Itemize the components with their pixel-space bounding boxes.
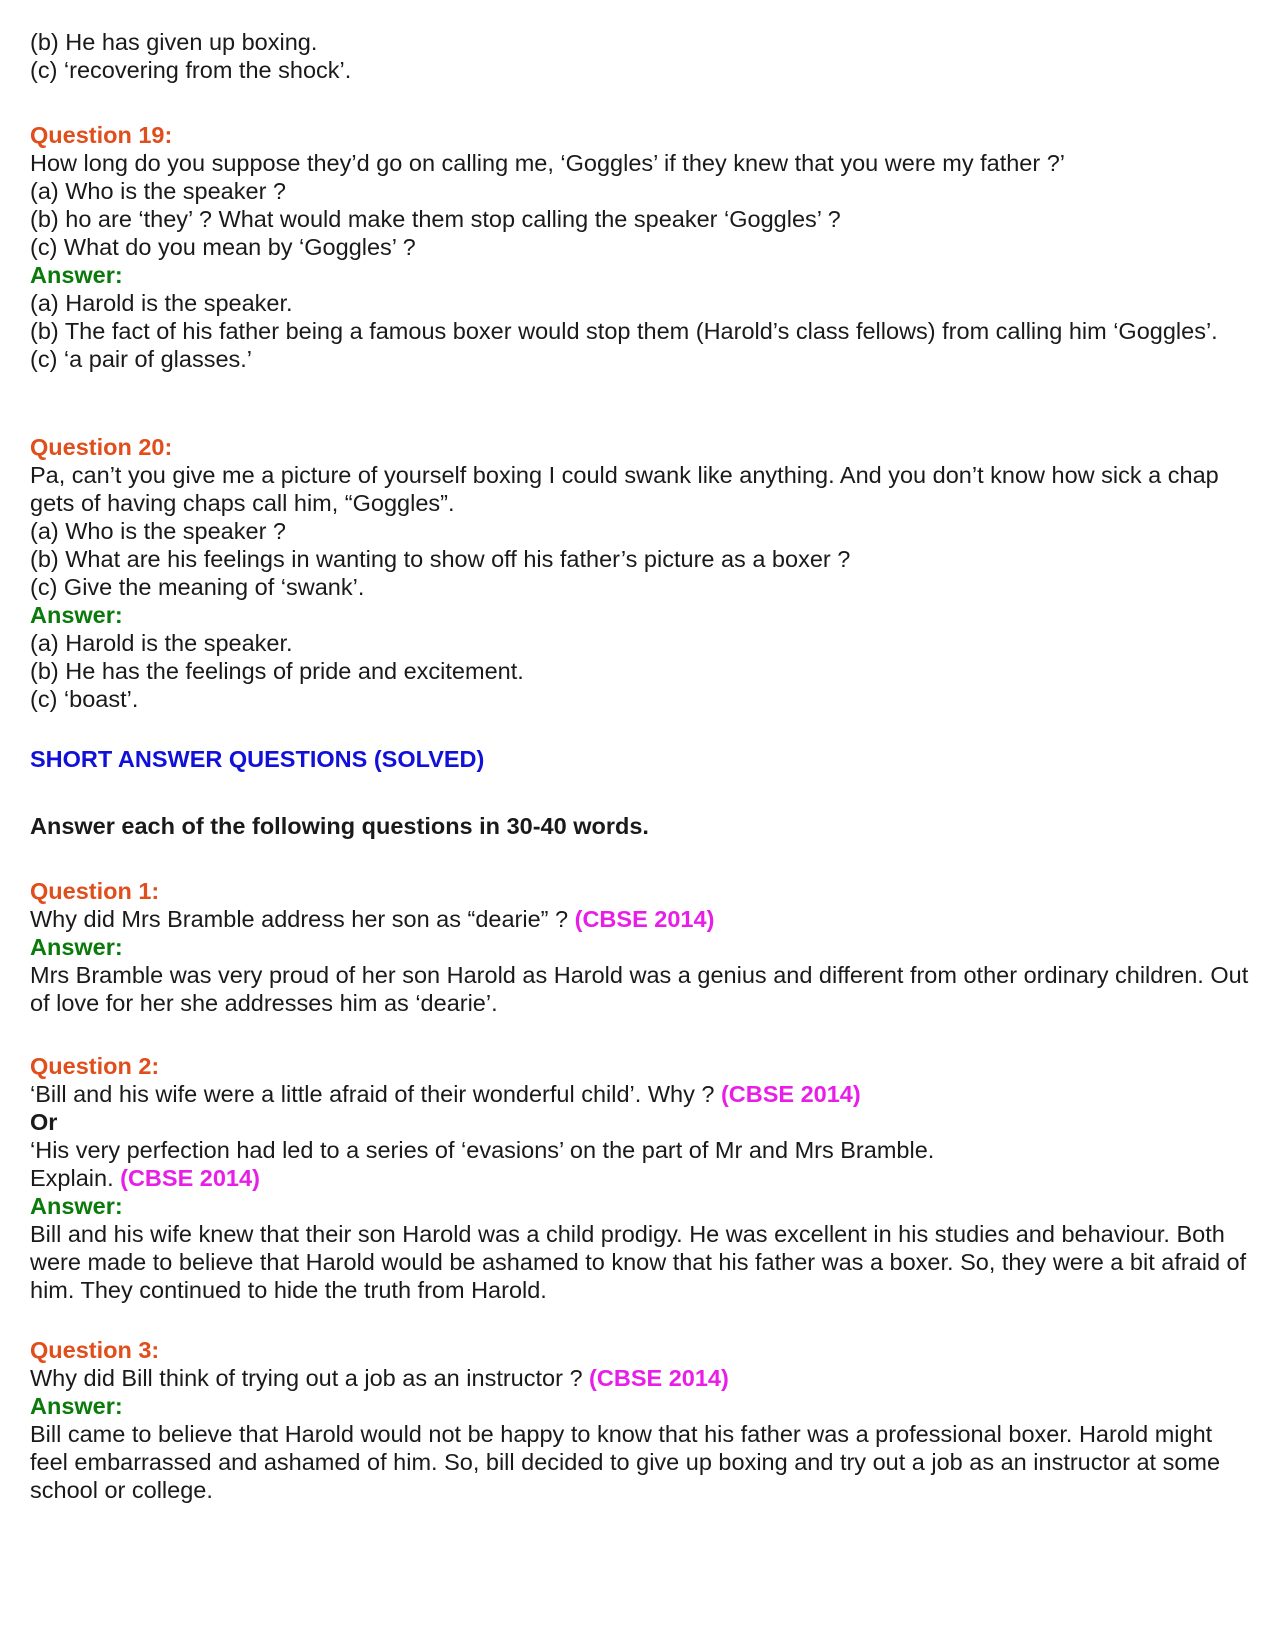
section-header <box>30 745 1250 773</box>
question-text: How long do you suppose they’d go on calling me, ‘Goggles’ if they knew that you were my father ?’ <box>30 150 1066 176</box>
question-part: (a) Who is the speaker ? <box>30 178 286 204</box>
answer-text: Mrs Bramble was very proud of her son Harold as Harold was a genius and different from other ordinary children. Out of love for her she addresses him as ‘dearie’. <box>30 962 1249 1016</box>
question-heading: Question 1: <box>30 878 160 904</box>
short-question-2 <box>30 1052 1250 1304</box>
question-heading: Question 19: <box>30 122 173 148</box>
question-body: Why did Mrs Bramble address her son as “dearie” ? <box>30 906 569 932</box>
question-heading: Question 2: <box>30 1053 160 1079</box>
section-instruction-block <box>30 812 1250 840</box>
question-text <box>30 1080 1250 1108</box>
short-question-1 <box>30 877 1250 1017</box>
answer-line: (a) Harold is the speaker. <box>30 290 293 316</box>
cbse-tag: (CBSE 2014) <box>720 1081 861 1107</box>
cbse-tag: (CBSE 2014) <box>120 1165 260 1191</box>
answer-line: (c) ‘boast’. <box>30 686 139 712</box>
answer-line: (b) He has given up boxing. <box>30 29 318 55</box>
alt-question-body: Explain. <box>30 1165 114 1191</box>
question-part: (c) What do you mean by ‘Goggles’ ? <box>30 234 416 260</box>
section-title: SHORT ANSWER QUESTIONS (SOLVED) <box>30 746 485 772</box>
question-part: (c) Give the meaning of ‘swank’. <box>30 574 365 600</box>
answer-heading: Answer: <box>30 262 123 288</box>
cbse-tag: (CBSE 2014) <box>589 1365 729 1391</box>
answer-line: (c) ‘a pair of glasses.’ <box>30 346 253 372</box>
previous-answer-continuation <box>30 28 1250 84</box>
answer-heading: Answer: <box>30 1393 123 1419</box>
question-body: ‘Bill and his wife were a little afraid of their wonderful child’. Why ? <box>30 1081 715 1107</box>
answer-heading: Answer: <box>30 602 123 628</box>
question-heading: Question 20: <box>30 434 173 460</box>
answer-heading: Answer: <box>30 1193 123 1219</box>
short-question-3 <box>30 1336 1250 1504</box>
answer-line: (b) He has the feelings of pride and excitement. <box>30 658 524 684</box>
question-19 <box>30 121 1250 373</box>
question-part: (b) ho are ‘they’ ? What would make them stop calling the speaker ‘Goggles’ ? <box>30 206 841 232</box>
question-text <box>30 1364 1250 1392</box>
answer-line: (c) ‘recovering from the shock’. <box>30 57 352 83</box>
or-label: Or <box>30 1109 58 1135</box>
answer-heading: Answer: <box>30 934 123 960</box>
answer-line: (a) Harold is the speaker. <box>30 630 293 656</box>
question-part: (a) Who is the speaker ? <box>30 518 286 544</box>
question-body: Why did Bill think of trying out a job as an instructor ? <box>30 1365 583 1391</box>
cbse-tag: (CBSE 2014) <box>574 906 715 932</box>
question-part: (b) What are his feelings in wanting to show off his father’s picture as a boxer ? <box>30 546 851 572</box>
answer-line: (b) The fact of his father being a famous boxer would stop them (Harold’s class fellows) from calling him ‘Goggles’. <box>30 318 1218 344</box>
answer-text: Bill came to believe that Harold would not be happy to know that his father was a professional boxer. Harold might feel embarrassed and ashamed of him. So, bill decided to give up boxing and try out a job as an instructor at some school or college. <box>30 1421 1221 1503</box>
alt-question-text: ‘His very perfection had led to a series of ‘evasions’ on the part of Mr and Mrs Bramble. <box>30 1137 935 1163</box>
question-20 <box>30 433 1250 713</box>
question-text: Pa, can’t you give me a picture of yourself boxing I could swank like anything. And you don’t know how sick a chap gets of having chaps call him, “Goggles”. <box>30 462 1219 516</box>
question-text <box>30 905 1250 933</box>
alt-question-text-2 <box>30 1164 1250 1192</box>
answer-text: Bill and his wife knew that their son Harold was a child prodigy. He was excellent in his studies and behaviour. Both were made to believe that Harold would be ashamed to know that his father was a boxer. So, they were a bit afraid of him. They continued to hide the truth from Harold. <box>30 1221 1247 1303</box>
question-heading: Question 3: <box>30 1337 160 1363</box>
section-instruction: Answer each of the following questions in 30-40 words. <box>30 813 649 839</box>
